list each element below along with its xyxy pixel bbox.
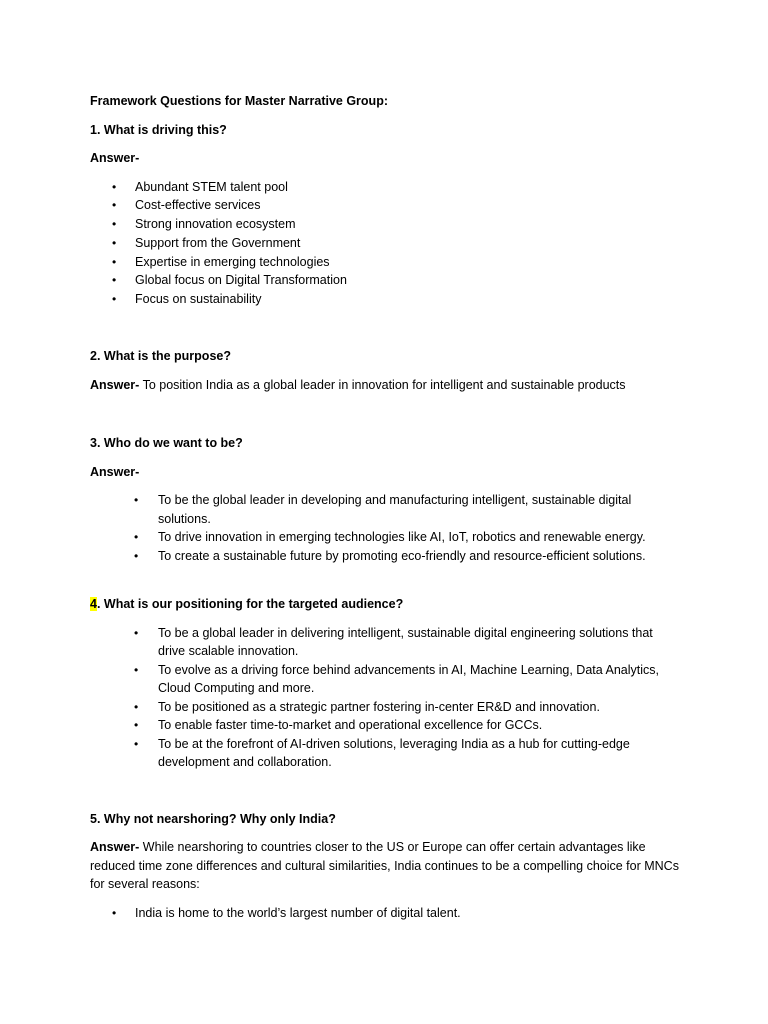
bullet-icon: •: [134, 493, 139, 508]
bullet-icon: •: [134, 699, 139, 714]
list-item: • Focus on sustainability: [90, 290, 680, 309]
question-1-bullet-list: [90, 178, 680, 310]
question-5-answer-text: While nearshoring to countries closer to the US or Europe can offer certain advantages like reduced time zone differences and cultural similarities, India continues to be a compelling choice for MNCs for several reasons:: [90, 840, 679, 892]
list-item: • To be the global leader in developing and manufacturing intelligent, sustainable digital solutions.: [134, 493, 632, 526]
question-5-answer: [90, 838, 680, 894]
list-item: • To enable faster time-to-market and operational excellence for GCCs.: [90, 716, 680, 735]
question-1-answer-label: Answer-: [90, 151, 140, 165]
list-item: • India is home to the world’s largest number of digital talent.: [90, 904, 680, 923]
bullet-icon: •: [112, 217, 117, 232]
bullet-icon: •: [134, 625, 139, 640]
bullet-icon: •: [112, 254, 117, 269]
question-3-answer-label: Answer-: [90, 464, 140, 479]
bullet-icon: •: [112, 198, 117, 213]
document-title: Framework Questions for Master Narrative Group:: [90, 94, 388, 108]
bullet-icon: •: [134, 530, 139, 545]
list-item: • To be at the forefront of AI-driven solutions, leveraging India as a hub for cutting-edge development and collaboration.: [134, 736, 630, 770]
bullet-icon: •: [112, 273, 117, 288]
list-item: • Support from the Government: [90, 234, 680, 253]
document-body: [90, 92, 680, 922]
bullet-icon: •: [134, 548, 139, 563]
question-3-bullet-list: [90, 491, 680, 565]
bullet-icon: •: [112, 235, 117, 250]
list-item: • To drive innovation in emerging technologies like AI, IoT, robotics and renewable energy.: [90, 528, 680, 547]
question-2-heading: 2. What is the purpose?: [90, 349, 231, 364]
question-2-answer: [90, 376, 680, 395]
list-item: • Cost-effective services: [90, 196, 680, 215]
bullet-icon: •: [134, 662, 139, 677]
list-item: • To create a sustainable future by promoting eco-friendly and resource-efficient solutions.: [90, 547, 680, 566]
question-4-bullet-list: [90, 624, 680, 772]
list-item: • To evolve as a driving force behind advancements in AI, Machine Learning, Data Analytics, Cloud Computing and more.: [134, 662, 659, 696]
list-item: • To be positioned as a strategic partner fostering in-center ER&D and innovation.: [90, 698, 680, 717]
list-item: • Global focus on Digital Transformation: [90, 271, 680, 290]
list-item: • Abundant STEM talent pool: [90, 178, 680, 197]
list-item: • To be a global leader in delivering intelligent, sustainable digital engineering solutions that drive scalable innovation.: [134, 625, 653, 659]
question-5-answer-label: Answer-: [90, 840, 140, 855]
bullet-icon: •: [112, 905, 117, 920]
question-1-heading: 1. What is driving this?: [90, 122, 227, 137]
highlighted-number: 4: [90, 597, 97, 612]
bullet-icon: •: [112, 179, 117, 194]
question-2-answer-text: To position India as a global leader in innovation for intelligent and sustainable products: [139, 377, 626, 392]
list-item: • Strong innovation ecosystem: [90, 215, 680, 234]
question-3-heading: 3. Who do we want to be?: [90, 436, 243, 451]
bullet-icon: •: [112, 292, 117, 307]
list-item: • Expertise in emerging technologies: [90, 253, 680, 272]
bullet-icon: •: [134, 718, 139, 733]
bullet-icon: •: [134, 736, 139, 751]
question-5-heading: 5. Why not nearshoring? Why only India?: [90, 811, 336, 826]
question-5-bullet-list: [90, 904, 680, 923]
question-4-heading: 4. What is our positioning for the targeted audience?: [90, 597, 404, 612]
question-2-answer-label: Answer-: [90, 377, 140, 392]
